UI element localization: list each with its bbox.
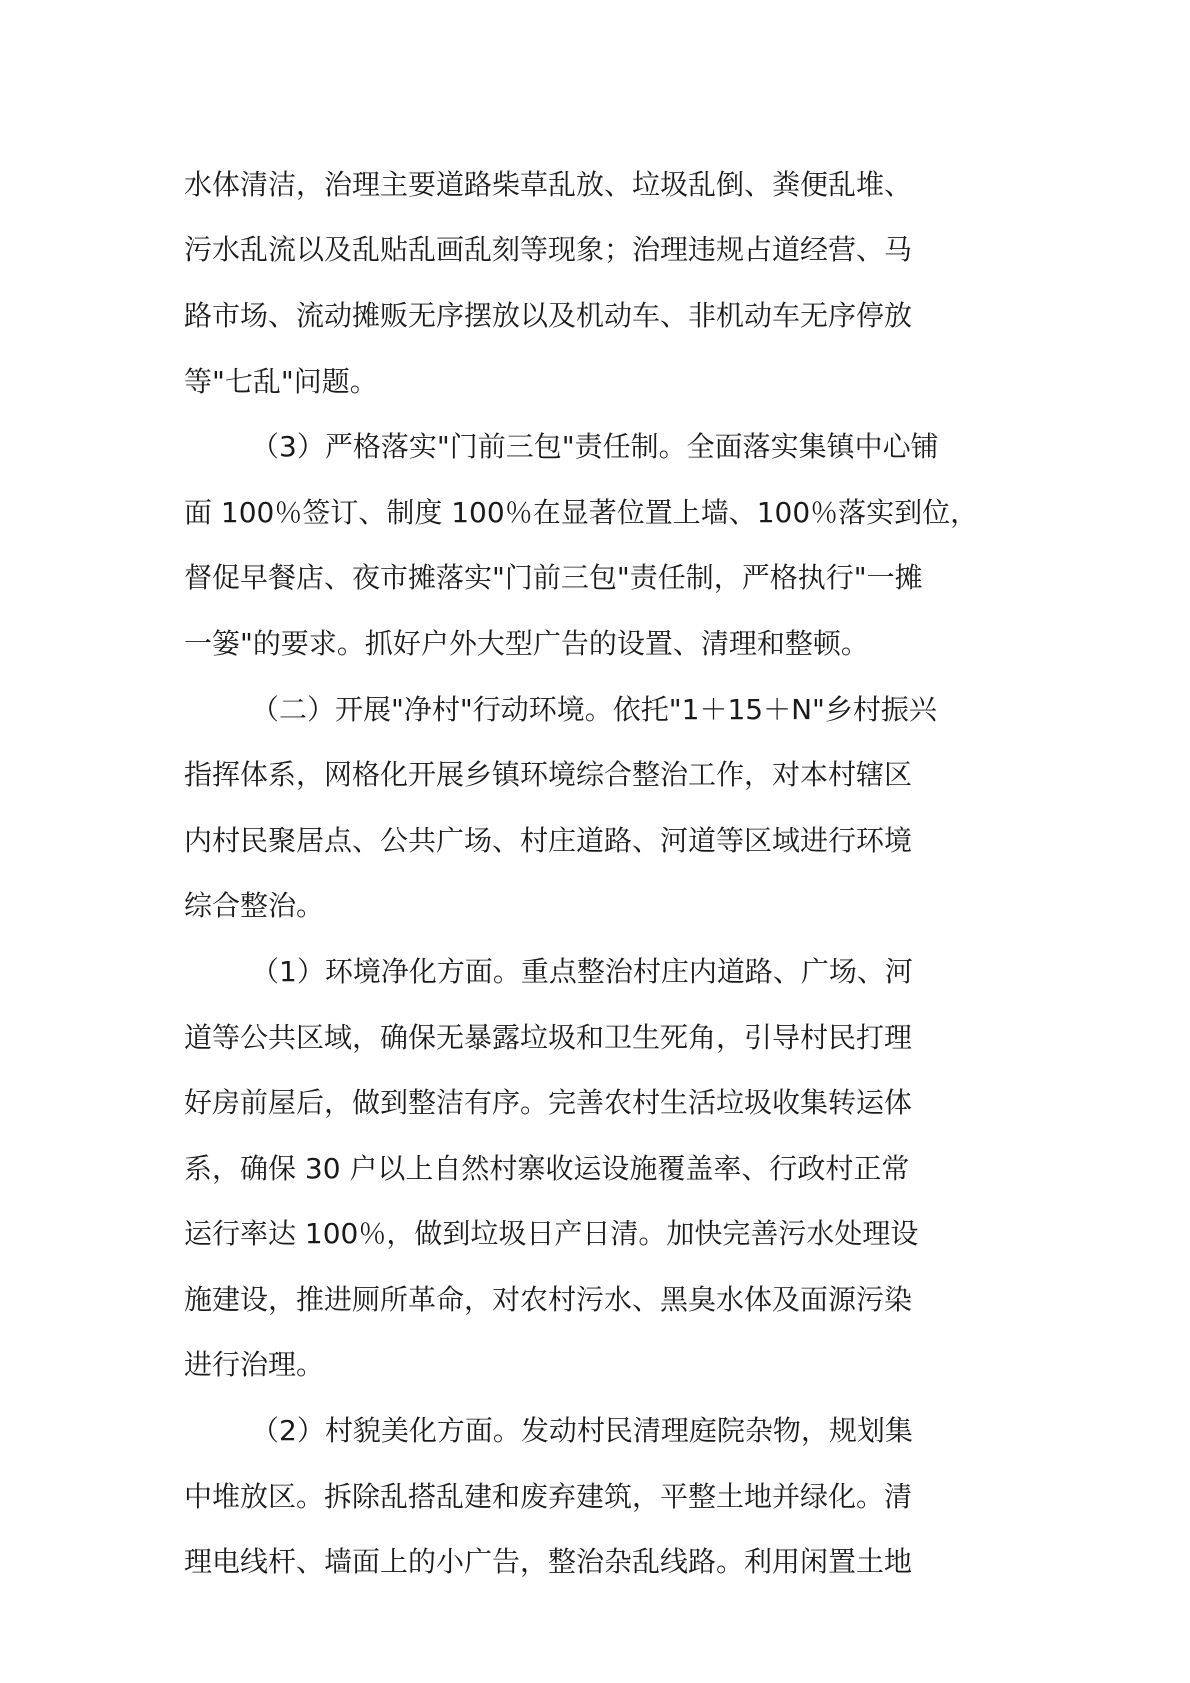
paragraph-line: 一篓"的要求。抓好户外大型广告的设置、清理和整顿。	[184, 626, 869, 660]
paragraph-line: 系，确保 30 户以上自然村寨收运设施覆盖率、行政村正常	[184, 1151, 910, 1185]
paragraph-line: （2）村貌美化方面。发动村民清理庭院杂物，规划集	[251, 1414, 913, 1448]
section-heading-line: （二）开展"净村"行动环境。依托"1＋15＋N"乡村振兴	[251, 692, 937, 726]
paragraph-line: 面 100％签订、制度 100％在显著位置上墙、100％落实到位，	[184, 495, 979, 529]
paragraph-line: （1）环境净化方面。重点整治村庄内道路、广场、河	[251, 954, 913, 988]
paragraph-line: 进行治理。	[184, 1348, 325, 1382]
paragraph-line: 督促早餐店、夜市摊落实"门前三包"责任制，严格执行"一摊	[184, 561, 923, 595]
paragraph-line: 中堆放区。拆除乱搭乱建和废弃建筑，平整土地并绿化。清	[184, 1479, 913, 1513]
paragraph-line: 理电线杆、墙面上的小广告，整治杂乱线路。利用闲置土地	[184, 1545, 913, 1579]
paragraph-line: 水体清洁，治理主要道路柴草乱放、垃圾乱倒、粪便乱堆、	[184, 167, 913, 201]
paragraph-line: 指挥体系，网格化开展乡镇环境综合整治工作，对本村辖区	[184, 758, 913, 792]
paragraph-line: 路市场、流动摊贩无序摆放以及机动车、非机动车无序停放	[184, 298, 913, 332]
paragraph-line: 内村民聚居点、公共广场、村庄道路、河道等区域进行环境	[184, 823, 913, 857]
paragraph-line: 好房前屋后，做到整洁有序。完善农村生活垃圾收集转运体	[184, 1086, 913, 1120]
paragraph-line: 道等公共区域，确保无暴露垃圾和卫生死角，引导村民打理	[184, 1020, 913, 1054]
paragraph-line: 等"七乱"问题。	[184, 364, 378, 398]
paragraph-line: 施建设，推进厕所革命，对农村污水、黑臭水体及面源污染	[184, 1282, 913, 1316]
paragraph-line: （3）严格落实"门前三包"责任制。全面落实集镇中心铺	[251, 430, 939, 464]
paragraph-line: 综合整治。	[184, 889, 325, 923]
document-body	[184, 150, 1014, 1593]
paragraph-line: 污水乱流以及乱贴乱画乱刻等现象；治理违规占道经营、马	[184, 233, 913, 267]
paragraph-line: 运行率达 100％，做到垃圾日产日清。加快完善污水处理设	[184, 1217, 919, 1251]
